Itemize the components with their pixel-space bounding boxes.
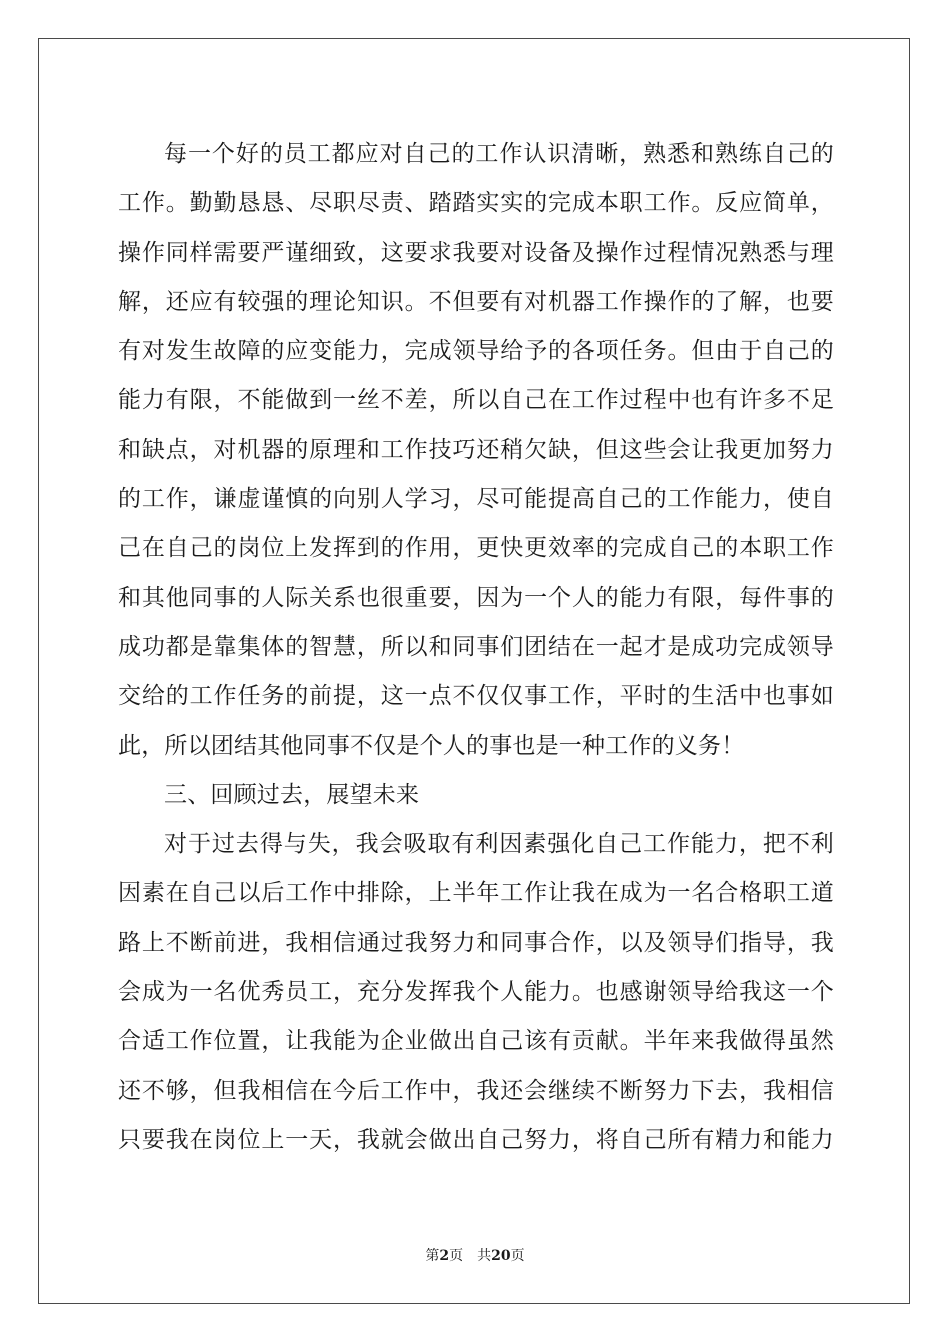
page-footer bbox=[0, 1246, 950, 1266]
section-heading: 三、回顾过去，展望未来 bbox=[164, 781, 420, 808]
text-line: 操作同样需要严谨细致，这要求我要对设备及操作过程情况熟悉与理 bbox=[118, 239, 834, 266]
text-line: 此，所以团结其他同事不仅是个人的事也是一种工作的义务！ bbox=[118, 732, 745, 759]
text-line: 成功都是靠集体的智慧，所以和同事们团结在一起才是成功完成领导 bbox=[118, 633, 834, 660]
text-line: 己在自己的岗位上发挥到的作用，更快更效率的完成自己的本职工作 bbox=[118, 535, 834, 562]
page-suffix: 页 bbox=[449, 1248, 464, 1264]
text-line: 交给的工作任务的前提，这一点不仅仅事工作，平时的生活中也事如 bbox=[118, 683, 834, 710]
text-line: 能力有限，不能做到一丝不差，所以自己在工作过程中也有许多不足 bbox=[118, 387, 834, 414]
page-number: 2 bbox=[439, 1248, 450, 1264]
text-line: 和缺点，对机器的原理和工作技巧还稍欠缺，但这些会让我更加努力 bbox=[118, 436, 834, 463]
page-prefix: 第 bbox=[425, 1248, 440, 1264]
text-line: 每一个好的员工都应对自己的工作认识清晰，熟悉和熟练自己的 bbox=[164, 141, 834, 167]
text-line: 有对发生故障的应变能力，完成领导给予的各项任务。但由于自己的 bbox=[118, 338, 834, 365]
document-body bbox=[118, 130, 834, 1165]
text-line: 还不够，但我相信在今后工作中，我还会继续不断努力下去，我相信 bbox=[118, 1077, 834, 1104]
text-line: 路上不断前进，我相信通过我努力和同事合作，以及领导们指导，我 bbox=[118, 929, 834, 956]
text-line: 和其他同事的人际关系也很重要，因为一个人的能力有限，每件事的 bbox=[118, 584, 834, 611]
total-pages: 20 bbox=[491, 1248, 511, 1264]
total-prefix: 共 bbox=[477, 1248, 492, 1264]
text-line: 解，还应有较强的理论知识。不但要有对机器工作操作的了解，也要 bbox=[118, 288, 834, 315]
total-suffix: 页 bbox=[510, 1248, 525, 1264]
text-line: 工作。勤勤恳恳、尽职尽责、踏踏实实的完成本职工作。反应简单， bbox=[118, 190, 834, 217]
text-line: 的工作，谦虚谨慎的向别人学习，尽可能提高自己的工作能力，使自 bbox=[118, 486, 834, 513]
text-line: 合适工作位置，让我能为企业做出自己该有贡献。半年来我做得虽然 bbox=[118, 1028, 834, 1055]
text-line: 对于过去得与失，我会吸取有利因素强化自己工作能力，把不利 bbox=[164, 831, 834, 858]
text-line: 会成为一名优秀员工，充分发挥我个人能力。也感谢领导给我这一个 bbox=[118, 979, 834, 1006]
text-line: 只要我在岗位上一天，我就会做出自己努力，将自己所有精力和能力 bbox=[118, 1126, 834, 1153]
text-line: 因素在自己以后工作中排除，上半年工作让我在成为一名合格职工道 bbox=[118, 880, 834, 907]
